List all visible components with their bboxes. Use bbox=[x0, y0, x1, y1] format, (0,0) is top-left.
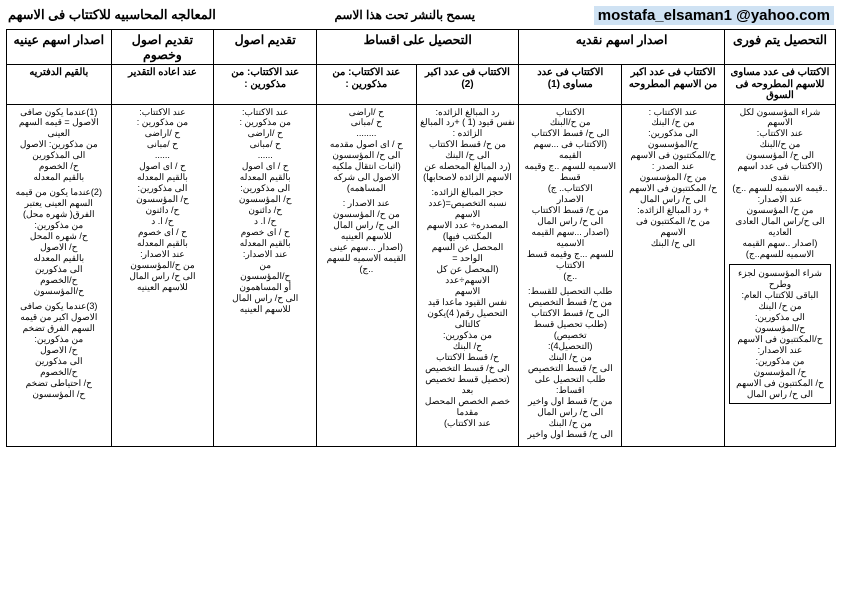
journal-line: الى مذكورين: bbox=[648, 128, 698, 139]
journal-line: المحصل عن السهم الواحد = bbox=[431, 242, 504, 264]
journal-line: الى ح/ قسط التخصيص bbox=[527, 362, 613, 373]
journal-block bbox=[115, 107, 211, 293]
journal-line: عند الاكتتاب) bbox=[444, 417, 491, 428]
journal-line: ...... bbox=[154, 150, 170, 161]
journal-block bbox=[729, 264, 831, 404]
journal-line: عند الاكتتاب: bbox=[139, 106, 186, 117]
journal-line: (اثبات انتقال ملكيه bbox=[331, 161, 401, 172]
journal-line: من مذكورين : bbox=[136, 117, 189, 128]
journal-line: ح / اى خصوم bbox=[137, 227, 187, 238]
journal-line: بالقيم المعدله bbox=[239, 238, 291, 249]
journal-line: ح/ المؤسسون bbox=[32, 388, 86, 399]
subhead-4: عند الاكتتاب: من مذكورين : bbox=[317, 65, 416, 105]
journal-line: (اصدار ...سهم القيمه الاسميه bbox=[531, 227, 609, 249]
group-header-ayniya: اصدار اسهم عينيه bbox=[7, 30, 112, 65]
journal-line: ح/ الاصول bbox=[40, 344, 78, 355]
journal-line: (طلب تحصيل قسط تخصيص) bbox=[533, 318, 607, 340]
journal-line: ح/المؤسسون bbox=[754, 322, 806, 333]
journal-line: (تحصيل قسط تخصيص بعد bbox=[425, 373, 510, 395]
journal-line: ح / اى اصول bbox=[139, 161, 186, 172]
journal-line: (المحصل عن كل الاسهم÷عدد bbox=[436, 264, 499, 286]
journal-block bbox=[522, 107, 618, 283]
cell-col-2 bbox=[519, 104, 622, 446]
journal-line: الاصول = قيمه السهم bbox=[18, 117, 99, 128]
journal-line: نفس القيود ماعدا قيد bbox=[427, 296, 508, 307]
journal-line: ح/الخصوم bbox=[40, 275, 78, 286]
journal-line: الاسميه للسهم ..ج وقيمه قسط bbox=[524, 161, 616, 183]
journal-line: (1)عندما يكون صافى bbox=[20, 106, 98, 117]
journal-line: عند الاصدار: bbox=[242, 249, 288, 260]
journal-line: ح/ شهره المحل bbox=[29, 231, 88, 242]
journal-line: للاسهم العينيه bbox=[239, 303, 291, 314]
journal-line: ح / اى خصوم bbox=[240, 227, 290, 238]
journal-line: الى مذكورين: bbox=[240, 183, 291, 194]
subhead-5: عند الاكتتاب: من مذكورين : bbox=[214, 65, 317, 105]
journal-line: عند الاصدار: bbox=[757, 194, 803, 205]
document-title: المعالجه المحاسبيه للاكتتاب فى الاسهم bbox=[8, 7, 216, 22]
journal-line: الى ح/ راس المال bbox=[639, 194, 707, 205]
journal-line: ح /مبانى bbox=[350, 117, 382, 128]
journal-line: ح/ دائنون bbox=[145, 205, 180, 216]
journal-line: (2)عندما يكون من قيمه bbox=[15, 187, 102, 198]
journal-line: الى ح/ راس المال bbox=[537, 406, 604, 417]
journal-block bbox=[320, 198, 412, 275]
journal-block bbox=[420, 107, 516, 184]
journal-line: من ح/البنك bbox=[759, 139, 801, 150]
journal-line: الى مذكورين: bbox=[754, 311, 805, 322]
journal-line: الى ح/ راس المال bbox=[232, 292, 299, 303]
journal-line: ح/المؤسسون bbox=[647, 139, 699, 150]
journal-line: ح/ ا. د bbox=[254, 216, 277, 227]
cell-col-6 bbox=[111, 104, 214, 446]
journal-line: بالقيم المعدله bbox=[239, 172, 291, 183]
journal-line: شراء المؤسسون لكل الاسهم bbox=[739, 106, 821, 128]
journal-line: العاديه bbox=[768, 227, 792, 238]
journal-line: من مذكورين: bbox=[755, 355, 805, 366]
journal-line: ح/ المكتتبون فى الاسهم bbox=[736, 377, 824, 388]
journal-line: عند الاكتتاب : bbox=[648, 106, 698, 117]
journal-line: ..ج) bbox=[359, 264, 374, 275]
document-header bbox=[6, 4, 836, 26]
journal-line: ح/ الخصوم bbox=[38, 161, 79, 172]
journal-line: الى ح/ البنك bbox=[650, 238, 696, 249]
journal-line: أو المساهمون bbox=[239, 282, 292, 292]
journal-line: ح/ الاصول bbox=[40, 242, 78, 253]
journal-line: من ح/ قسط الاكتتاب bbox=[531, 205, 609, 216]
journal-block bbox=[625, 107, 721, 250]
accounting-table bbox=[6, 29, 836, 447]
journal-line: (الاكتتاب فى ...سهم القيمه bbox=[533, 139, 608, 161]
journal-line: من ح/البنك bbox=[549, 117, 591, 128]
journal-line: من مذكورين: bbox=[443, 329, 492, 340]
journal-line: ح/ احتياطى تضخم bbox=[25, 377, 92, 388]
journal-line: الاسهم الزائده لاصحابها) bbox=[423, 172, 512, 183]
publish-note: يسمح بالنشر تحت هذا الاسم bbox=[334, 8, 476, 22]
journal-line: من ح/ البنك bbox=[651, 117, 695, 128]
journal-line: السهم العينى يعتبر bbox=[24, 198, 93, 209]
journal-line: ح/ المكتتبون فى الاسهم bbox=[629, 183, 717, 194]
journal-line: ...... bbox=[257, 150, 273, 161]
journal-line: ح/ البنك bbox=[452, 340, 482, 351]
journal-line: ح / اى اصول bbox=[241, 161, 289, 172]
journal-line: بالقيم المعدله bbox=[137, 172, 188, 183]
journal-line: الى ح/ راس المال bbox=[746, 388, 814, 399]
journal-line: الى مذكورين: bbox=[137, 183, 188, 194]
journal-line: من bbox=[259, 260, 272, 271]
journal-line: للاسهم العينيه bbox=[137, 282, 188, 292]
journal-line: ح /مبانى bbox=[146, 139, 178, 150]
journal-line: ح/الخصوم bbox=[40, 366, 78, 377]
journal-line: الى ح/ راس المال bbox=[333, 220, 400, 231]
journal-line: (التحصيل4): bbox=[547, 340, 593, 351]
journal-line: من ح/ قسط الاكتتاب bbox=[429, 139, 506, 150]
journal-line: الى مذكورين bbox=[35, 355, 83, 366]
journal-line: شراء المؤسسون لجزء وطرح bbox=[738, 268, 822, 290]
journal-line: الاكتتاب bbox=[555, 106, 585, 117]
group-header-fori: التحصيل يتم فورى bbox=[724, 30, 835, 65]
journal-line: عند الصدر : bbox=[651, 161, 695, 172]
journal-line: من مذكورين : bbox=[239, 117, 291, 128]
journal-block bbox=[217, 107, 313, 315]
journal-line: ح /اراضى bbox=[247, 128, 283, 139]
journal-block bbox=[10, 301, 108, 400]
subhead-6: عند اعاده التقدير bbox=[111, 65, 214, 105]
group-header-row bbox=[7, 30, 836, 65]
journal-line: ح/ المؤسسون bbox=[238, 194, 292, 205]
journal-line: الى ح/ راس المال bbox=[537, 216, 604, 227]
journal-line: المكتتب فيها) bbox=[442, 231, 493, 242]
content-row bbox=[7, 104, 836, 446]
journal-line: طلب التحصيل على اقساط: bbox=[534, 373, 606, 395]
journal-line: ح/ دائنون bbox=[248, 205, 283, 216]
journal-line: من مذكورين: bbox=[34, 220, 84, 231]
journal-line: من ح/ البنك bbox=[758, 300, 802, 311]
journal-block bbox=[522, 286, 618, 440]
journal-line: ..قيمه الاسميه للسهم ..ج) bbox=[732, 183, 828, 194]
journal-block bbox=[10, 187, 108, 297]
journal-line: طلب التحصيل للقسط: bbox=[528, 286, 613, 296]
journal-line: من ح/ البنك bbox=[548, 417, 592, 428]
author-email: mostafa_elsaman1 @yahoo.com bbox=[594, 6, 834, 25]
journal-line: الى مذكورين bbox=[35, 264, 83, 275]
journal-line: خصم الخصص المحصل مقدما bbox=[424, 395, 511, 417]
journal-line: من ح/ قسط اول واخير bbox=[528, 395, 613, 406]
journal-line: بالقيم المعدله bbox=[33, 253, 85, 264]
journal-line: المصدره÷ عدد الاسهم bbox=[426, 220, 509, 231]
journal-line: الى المذكورين bbox=[32, 150, 86, 161]
journal-line: الاسهم bbox=[454, 286, 481, 296]
journal-line: من مذكورين: الاصول bbox=[19, 139, 98, 150]
journal-line: من ح/المؤسسون bbox=[130, 260, 195, 271]
journal-line: عند الاكتتاب: bbox=[756, 128, 804, 139]
journal-line: من ح/ المؤسسون bbox=[746, 205, 814, 216]
journal-line: الى خ/ قسط التخصيص bbox=[425, 362, 510, 373]
journal-line: الاصدار bbox=[556, 194, 584, 205]
journal-block bbox=[10, 107, 108, 184]
journal-block bbox=[420, 187, 516, 428]
group-header-usul-khusum: تقديم اصول وخصوم bbox=[111, 30, 214, 65]
journal-block bbox=[728, 107, 832, 261]
journal-line: للسهم ...ج وقيمه قسط الاكتتاب bbox=[526, 249, 614, 271]
journal-line: للاسهم العينيه bbox=[340, 231, 392, 242]
subhead-2: الاكتتاب فى عدد مساوى (1) bbox=[519, 65, 622, 105]
cell-col-7 bbox=[7, 104, 112, 446]
journal-line: الى ح/ قسط الاكتتاب bbox=[531, 128, 610, 139]
group-header-aqsat: التحصيل على اقساط bbox=[317, 30, 519, 65]
journal-line: الاصول اكبر من قيمه bbox=[20, 311, 98, 322]
journal-line: ح /اراضى bbox=[348, 106, 384, 117]
cell-col-4 bbox=[317, 104, 416, 446]
journal-line: الى ح/ المؤسسون bbox=[745, 150, 814, 161]
journal-line: من ح/ المؤسسون bbox=[639, 172, 707, 183]
journal-line: العينى bbox=[47, 128, 71, 139]
journal-line: عند الاصدار: bbox=[757, 344, 803, 355]
journal-line: عند الاصدار: bbox=[140, 249, 185, 260]
journal-line: عند الاكتتاب: bbox=[242, 106, 289, 117]
journal-line: القيمه الاسميه للسهم bbox=[326, 253, 407, 264]
journal-block bbox=[320, 107, 412, 195]
journal-line: ح/ المؤسسون bbox=[136, 194, 189, 205]
group-header-naqdi: اصدار اسهم نقديه bbox=[519, 30, 725, 65]
journal-line: (اصدار ...سهم عينى bbox=[329, 242, 403, 253]
journal-line: نسبه التخصيص=(عدد الاسهم bbox=[428, 198, 507, 220]
journal-line: ..ج) bbox=[563, 271, 578, 282]
journal-line: ........ bbox=[356, 128, 377, 139]
journal-line: ح/ قسط الاكتتاب bbox=[436, 351, 499, 362]
subheader-row bbox=[7, 65, 836, 105]
journal-line: حجز المبالغ الزائده: bbox=[431, 187, 504, 198]
journal-line: رد المبالغ الزائده: bbox=[435, 106, 500, 117]
journal-line: الى ح/ راس المال bbox=[129, 271, 196, 282]
journal-line: الى ح/ البنك bbox=[445, 150, 490, 161]
subhead-7: بالقيم الدفتريه bbox=[7, 65, 112, 105]
journal-line: الفرق( شهره محل) bbox=[22, 209, 95, 220]
cell-col-3 bbox=[416, 104, 519, 446]
journal-line: الاكتتاب.. ج) bbox=[547, 183, 593, 194]
journal-line: الاصول الى شركه bbox=[333, 172, 400, 183]
cell-col-0 bbox=[724, 104, 835, 446]
journal-line: الى ح/ قسط اول واخير bbox=[527, 428, 613, 439]
journal-line: (اصدار ..سهم القيمه الاسميه للسهم..ج) bbox=[742, 238, 818, 260]
journal-line: ح/المكتتبون فى الاسهم bbox=[630, 150, 716, 161]
subhead-1: الاكتتاب فى عدد اكبر من الاسهم المطروحه bbox=[622, 65, 725, 105]
journal-line: ح/ ا. د bbox=[151, 216, 174, 227]
cell-col-5 bbox=[214, 104, 317, 446]
journal-line: من ح/ قسط التخصيص bbox=[528, 296, 613, 307]
journal-line: عند الاصدار : bbox=[342, 198, 390, 209]
journal-line: ح/المكتتبون فى الاسهم bbox=[737, 333, 823, 344]
journal-line: من مذكورين: bbox=[34, 333, 84, 344]
journal-line: بالقيم المعدله bbox=[33, 172, 85, 183]
journal-line: ح/المؤسسون bbox=[33, 286, 84, 296]
journal-line: ح / اى اصول مقدمه bbox=[329, 139, 403, 150]
journal-line: ح /اراضى bbox=[144, 128, 181, 139]
subhead-0: الاكتتاب فى عدد مساوى للاسهم المطروحه فى السوق bbox=[724, 65, 835, 105]
cell-col-1 bbox=[622, 104, 725, 446]
journal-line: الى ح/ قسط الاكتتاب bbox=[531, 307, 610, 318]
journal-line: التحصيل رقم( 4)يكون كالتالى bbox=[427, 307, 508, 329]
journal-line: من ح/ المكتتبون فى الاسهم bbox=[635, 216, 711, 238]
journal-line: (رد المبالغ المحصله عن bbox=[424, 161, 511, 172]
journal-line: ح/المؤسسون bbox=[240, 271, 291, 282]
journal-line: من ح/ البنك bbox=[548, 351, 592, 362]
journal-line: + رد المبالغ الزائده: bbox=[637, 205, 709, 216]
journal-line: الى ح/راس المال العادى bbox=[735, 216, 825, 227]
group-header-usul: تقديم اصول bbox=[214, 30, 317, 65]
journal-line: الباقى للاكتتاب العام: bbox=[741, 290, 819, 300]
journal-line: (الاكتتاب فى عدد اسهم نقدى bbox=[737, 161, 823, 183]
journal-line: نفس قيود (1 ) +رد المبالغ bbox=[420, 117, 515, 128]
journal-line: السهم الفرق تضخم bbox=[22, 322, 95, 333]
journal-line: المساهمه) bbox=[346, 183, 386, 194]
journal-line: ح/ المؤسسون bbox=[753, 366, 807, 377]
journal-line: (3)عندما يكون صافى bbox=[20, 300, 98, 311]
subhead-3: الاكتتاب فى عدد اكبر (2) bbox=[416, 65, 519, 105]
journal-line: من ح/ المؤسسون bbox=[332, 209, 400, 220]
journal-line: بالقيم المعدله bbox=[137, 238, 188, 249]
journal-line: الزائده : bbox=[452, 128, 483, 139]
journal-line: ح /مبانى bbox=[249, 139, 281, 150]
journal-line: الى ح/ المؤسسون bbox=[332, 150, 401, 161]
